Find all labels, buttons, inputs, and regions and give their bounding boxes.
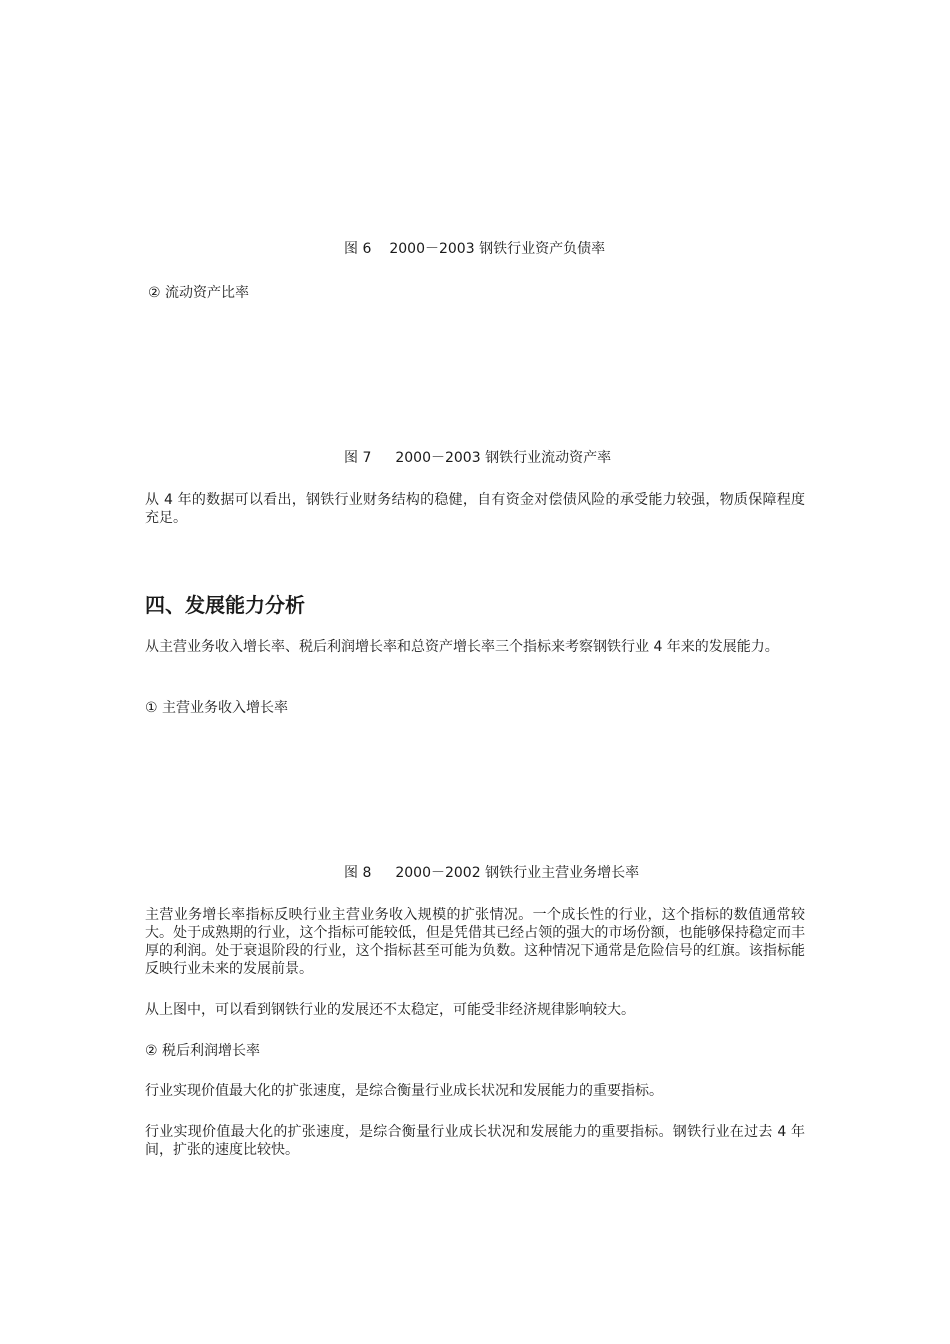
paragraph-revenue-growth-explanation: 主营业务增长率指标反映行业主营业务收入规模的扩张情况。一个成长性的行业，这个指标的数值通常较大。处于成熟期的行业，这个指标可能较低，但是凭借其已经占领的强大的市场份额，也能够保持稳定而丰厚的利润。处于衰退阶段的行业，这个指标甚至可能为负数。这种情况下通常是危险信号的红旗。该指标能反映行业未来的发展前景。	[145, 907, 805, 977]
figure-8-area	[145, 725, 805, 855]
figure-6-title: 2000－2003 钢铁行业资产负债率	[389, 241, 606, 257]
section-heading-development: 四、发展能力分析	[145, 593, 305, 617]
paragraph-profit-growth-2: 行业实现价值最大化的扩张速度，是综合衡量行业成长状况和发展能力的重要指标。钢铁行业在过去 4 年间，扩张的速度比较快。	[145, 1124, 805, 1158]
item-after-tax-profit-growth: ② 税后利润增长率	[145, 1043, 261, 1059]
figure-6-caption	[344, 240, 605, 258]
figure-7-label: 图 7	[344, 450, 372, 466]
figure-7-area	[145, 310, 805, 445]
figure-6-area	[145, 20, 805, 235]
paragraph-financial-structure: 从 4 年的数据可以看出，钢铁行业财务结构的稳健，自有资金对偿债风险的承受能力较强，物质保障程度充足。	[145, 492, 805, 526]
paragraph-development-intro: 从主营业务收入增长率、税后利润增长率和总资产增长率三个指标来考察钢铁行业 4 年来的发展能力。	[145, 639, 779, 655]
paragraph-revenue-growth-conclusion: 从上图中，可以看到钢铁行业的发展还不太稳定，可能受非经济规律影响较大。	[145, 1002, 635, 1018]
item-current-assets-ratio: ② 流动资产比率	[148, 285, 250, 301]
paragraph-profit-growth-1: 行业实现价值最大化的扩张速度，是综合衡量行业成长状况和发展能力的重要指标。	[145, 1083, 663, 1099]
item-revenue-growth: ① 主营业务收入增长率	[145, 700, 289, 716]
figure-8-caption	[344, 864, 639, 882]
figure-6-label: 图 6	[344, 241, 372, 257]
figure-8-title: 2000－2002 钢铁行业主营业务增长率	[395, 865, 640, 881]
figure-7-title: 2000－2003 钢铁行业流动资产率	[395, 450, 612, 466]
figure-8-label: 图 8	[344, 865, 372, 881]
figure-7-caption	[344, 449, 611, 467]
